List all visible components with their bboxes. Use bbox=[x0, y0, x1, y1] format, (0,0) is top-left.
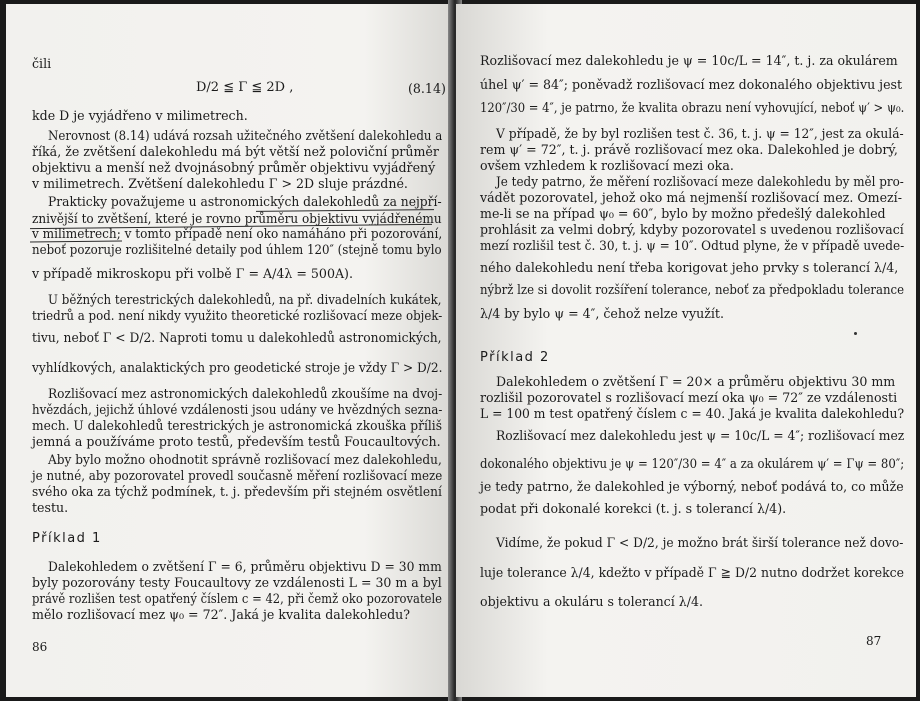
text-line: Rozlišovací mez dalekohledu je ψ = 10c/L = 14″, t. j. za okulárem bbox=[480, 53, 898, 68]
text-line: Nerovnost (8.14) udává rozsah užitečného zvětšení dalekohledu a bbox=[48, 128, 443, 143]
text-line: úhel ψ′ = 84″; poněvadž rozlišovací mez dokonalého objektivu jest bbox=[480, 77, 903, 92]
text-line: ného dalekohledu není třeba korigovat jeho prvky s tolerancí λ/4, bbox=[480, 260, 899, 275]
text-line: v případě mikroskopu při volbě Γ = A/4λ = 500A). bbox=[32, 266, 353, 281]
example-heading: Příklad 2 bbox=[480, 350, 550, 365]
text-line: U běžných terestrických dalekohledů, na př. divadelních kukátek, bbox=[48, 292, 442, 307]
text-line: Aby bylo možno ohodnotit správně rozlišovací mez dalekohledu, bbox=[48, 452, 442, 467]
text-line: znivější to zvětšení, které je rovno průměru objektivu vyjádřenému bbox=[32, 211, 442, 226]
text-line: Vidíme, že pokud Γ < D/2, je možno brát širší tolerance než dovo- bbox=[496, 535, 904, 550]
text-line: Dalekohledem o zvětšení Γ = 6, průměru objektivu D = 30 mm bbox=[48, 559, 442, 574]
text-line: je tedy patrno, že dalekohled je výborný, neboť podává to, co může bbox=[480, 479, 904, 494]
text-line: prohlásit za velmi dobrý, kdyby pozorovatel s uvedenou rozlišovací bbox=[480, 222, 904, 237]
text-line: hvězdách, jejichž úhlové vzdálenosti jsou udány ve hvězdných sezna- bbox=[32, 402, 443, 417]
text-line: v milimetrech. Zvětšení dalekohledu Γ > 2D sluje prázdné. bbox=[32, 176, 408, 191]
text-line: podat při dokonalé korekci (t. j. s tolerancí λ/4). bbox=[480, 501, 787, 516]
page-number: 87 bbox=[866, 634, 882, 648]
text-line: jemná a používáme proto testů, především testů Foucaultových. bbox=[32, 434, 441, 449]
text-line: mělo rozlišovací mez ψ₀ = 72″. Jaká je kvalita dalekohledu? bbox=[32, 607, 411, 622]
text-line: L = 100 m test opatřený číslem c = 40. Jaká je kvalita dalekohledu? bbox=[480, 406, 905, 421]
text-line: Prakticky považujeme u astronomických dalekohledů za nejpří- bbox=[48, 194, 442, 209]
text-line: neboť pozoruje rozlišitelné detaily pod úhlem 120″ (stejně tomu bylo bbox=[32, 242, 442, 257]
text-line: mech. U dalekohledů terestrických je astronomická zkouška příliš bbox=[32, 418, 442, 433]
text-line: čili bbox=[32, 56, 52, 71]
text-line: V případě, že by byl rozlišen test č. 36, t. j. ψ = 12″, jest za okulá- bbox=[496, 126, 904, 141]
text-line: luje tolerance λ/4, kdežto v případě Γ ≧ D/2 nutno dodržet korekce bbox=[480, 565, 904, 580]
text-line: Rozlišovací mez dalekohledu jest ψ = 10c/L = 4″; rozlišovací mez bbox=[496, 428, 905, 443]
text-line: rem ψ′ = 72″, t. j. právě rozlišovací mez oka. Dalekohled je dobrý, bbox=[480, 142, 898, 157]
text-line: ovšem vzhledem k rozlišovací mezi oka. bbox=[480, 158, 734, 173]
text-line: me-li se na případ ψ₀ = 60″, bylo by možno předešlý dalekohled bbox=[480, 206, 886, 221]
text-line: objektivu a menší než dvojnásobný průměr objektivu vyjádřený bbox=[32, 160, 436, 175]
text-line: nýbrž lze si dovolit rozšíření tolerance, neboť za předpokladu tolerance bbox=[480, 282, 905, 297]
equation-8-14: D/2 ≦ Γ ≦ 2D , bbox=[196, 80, 294, 95]
text-line: objektivu a okuláru s tolerancí λ/4. bbox=[480, 594, 704, 609]
text-line: v milimetrech; v tomto případě není oko namáháno při pozorování, bbox=[32, 226, 443, 241]
example-heading: Příklad 1 bbox=[32, 531, 102, 546]
stray-mark bbox=[854, 332, 857, 335]
text-line: 120″/30 = 4″, je patrno, že kvalita obrazu není vyhovující, neboť ψ′ > ψ₀. bbox=[480, 100, 905, 115]
text-line: Dalekohledem o zvětšení Γ = 20× a průměru objektivu 30 mm bbox=[496, 374, 896, 389]
text-line: vádět pozorovatel, jehož oko má nejmenší rozlišovací mez. Omezí- bbox=[480, 190, 902, 205]
text-line: Rozlišovací mez astronomických dalekohledů zkoušíme na dvoj- bbox=[48, 386, 443, 401]
text-line: dokonalého objektivu je ψ = 120″/30 = 4″ a za okulárem ψ′ = Γψ = 80″; bbox=[480, 456, 905, 471]
text-line: kde D je vyjádřeno v milimetrech. bbox=[32, 108, 248, 123]
page-number: 86 bbox=[32, 640, 48, 654]
text-line: tivu, neboť Γ < D/2. Naproti tomu u dalekohledů astronomických, bbox=[32, 330, 442, 345]
right-page bbox=[456, 4, 916, 697]
text-line: Je tedy patrno, že měření rozlišovací meze dalekohledu by měl pro- bbox=[496, 174, 904, 189]
equation-number: (8.14) bbox=[408, 81, 446, 96]
text-line: triedrů a pod. není nikdy využito theoretické rozlišovací meze objek- bbox=[32, 308, 443, 323]
text-line: svého oka za týchž podmínek, t. j. především při stejném osvětlení bbox=[32, 484, 442, 499]
text-line: mezí rozlišil test č. 30, t. j. ψ = 10″. Odtud plyne, že v případě uvede- bbox=[480, 238, 905, 253]
text-line: rozlišil pozorovatel s rozlišovací mezí oka ψ₀ = 72″ ze vzdálenosti bbox=[480, 390, 898, 405]
text-line: testu. bbox=[32, 500, 69, 515]
text-line: je nutné, aby pozorovatel provedl současně měření rozlišovací meze bbox=[32, 468, 443, 483]
text-line: vyhlídkových, analaktických pro geodetické stroje je vždy Γ > D/2. bbox=[32, 360, 443, 375]
text-line: byly pozorovány testy Foucaultovy ze vzdálenosti L = 30 m a byl bbox=[32, 575, 442, 590]
left-page bbox=[6, 4, 454, 697]
text-line: právě rozlišen test opatřený číslem c = 42, při čemž oko pozorovatele bbox=[32, 591, 443, 606]
text-line: říká, že zvětšení dalekohledu má být větší než poloviční průměr bbox=[32, 144, 439, 159]
text-line: λ/4 by bylo ψ = 4″, čehož nelze využít. bbox=[480, 306, 724, 321]
